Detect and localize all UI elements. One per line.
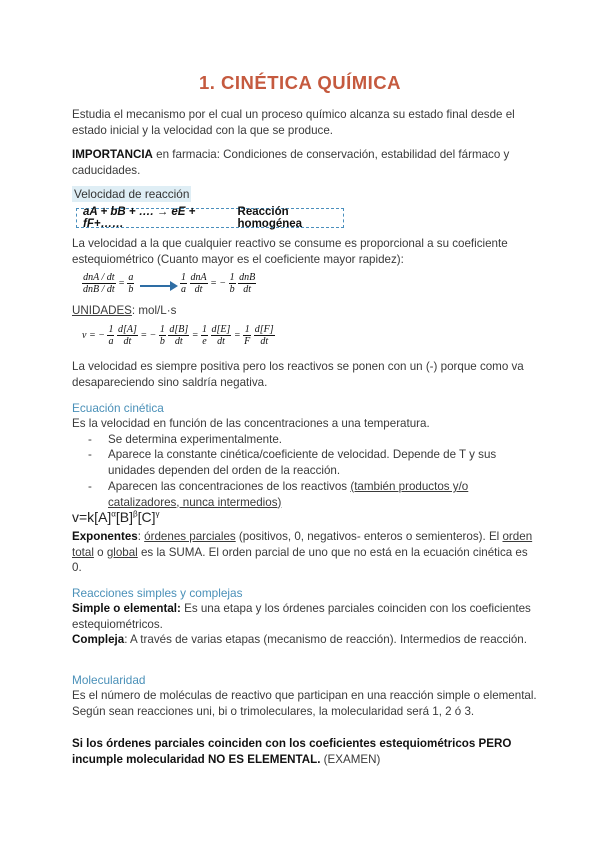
importancia-text: en farmacia: Condiciones de conservación, estabilidad del fármaco y caducidades.: [72, 148, 510, 177]
importancia-label: IMPORTANCIA: [72, 148, 153, 161]
ecuacion-description: Es la velocidad en función de las concentraciones a una temperatura.: [72, 417, 430, 430]
units-line: [72, 303, 540, 319]
reaction-equation: aA + bB + …. → eE + fF+……: [83, 206, 196, 230]
units-value: : mol/L·s: [131, 304, 177, 317]
simple-paragraph: Simple o elemental: Es una etapa y los órdenes parciales coinciden con los coeficientes estequiométricos.: [72, 602, 531, 631]
reacciones-heading: Reacciones simples y complejas: [72, 586, 243, 600]
velocidad-heading: Velocidad de reacción: [74, 187, 190, 201]
page-title: 1. CINÉTICA QUÍMICA: [198, 72, 402, 93]
rate-equality-formula: $\frac{1}{a}$ $\frac{\text{dnA}}{dt}$ = − $\frac{1}{b}$ $\frac{\text{dnB}}{dt}$: [181, 272, 256, 295]
ecuacion-heading: Ecuación cinética: [72, 401, 164, 415]
reaction-equation-box: [76, 208, 344, 228]
arrow-right-icon: [140, 280, 178, 292]
reaction-type-label: Reacción homogénea: [237, 206, 303, 230]
list-item: - Aparece la constante cinética/coeficiente de velocidad. Depende de T y sus unidades dependen del orden de la reacción.: [88, 448, 497, 477]
list-item: - Aparecen las concentraciones de los reactivos (también productos y/o catalizadores, nunca intermedios): [88, 480, 469, 509]
rate-law: $v=k[A]^\alpha[B]^\beta[C]^\gamma$: [72, 509, 160, 525]
velocidad-description: La velocidad a la que cualquier reactivo se consume es proporcional a su coeficiente estequiométrico (Cuanto mayor es el coeficiente mayor rapidez):: [72, 237, 508, 266]
exponentes-paragraph: Exponentes: órdenes parciales (positivos, 0, negativos- enteros o semienteros). El orden total o global es la SUMA. El orden parcial de uno que no está en la ecuación cinética es 0.: [72, 530, 533, 574]
importancia-paragraph: [72, 147, 540, 178]
intro-paragraph: Estudia el mecanismo por el cual un proceso químico alcanza su estado final desde el estado inicial y la velocidad con la que se produce.: [72, 108, 515, 137]
molecularidad-paragraph: Es el número de moléculas de reactivo que participan en una reacción simple o elemental. Según sean reacciones uni, bi o trimoleculares, la molecularidad será 1, 2 ó 3.: [72, 689, 537, 718]
sign-note: La velocidad es siempre positiva pero los reactivos se ponen con un (-) porque como va desapareciendo sino saldría negativa.: [72, 360, 524, 389]
compleja-paragraph: Compleja: A través de varias etapas (mecanismo de reacción). Intermedios de reacción.: [72, 633, 527, 646]
velocity-formula: v = − $\frac{1}{a}$ $\frac{d[A]}{dt}$ = − $\frac{1}{b}$ $\frac{d[B]}{dt}$ = $\frac{1}{e}$ $\frac{d[E]}{dt}$ = $\frac{1}{F}$ $\frac{d[F]}{dt}$: [82, 324, 274, 347]
list-item: - Se determina experimentalmente.: [88, 433, 282, 446]
molecularidad-note: Si los órdenes parciales coinciden con los coeficientes estequiométricos PERO incumple molecularidad NO ES ELEMENTAL. (EXAMEN): [72, 737, 512, 766]
units-label: UNIDADES: [72, 304, 132, 317]
molecularidad-heading: Molecularidad: [72, 673, 146, 687]
ratio-formula: $\frac{\text{dnA / dt}}{\text{dnB / dt}}$ = $\frac{a}{b}$: [83, 272, 134, 295]
